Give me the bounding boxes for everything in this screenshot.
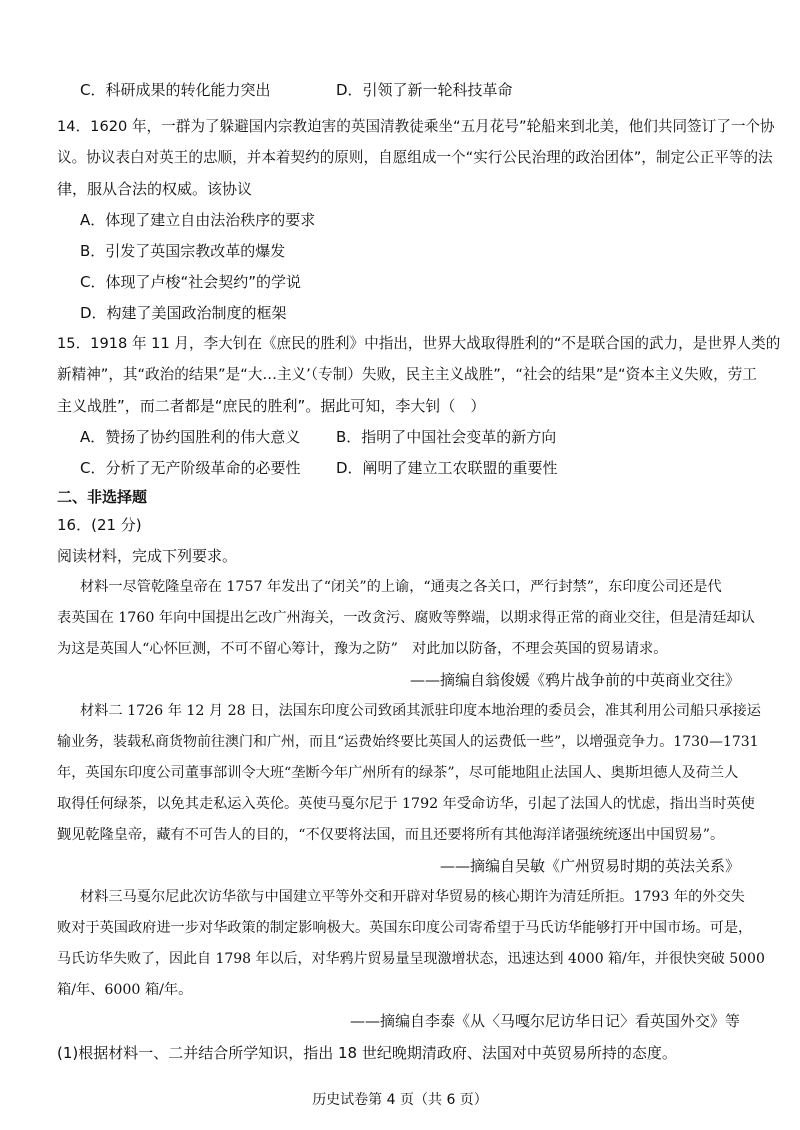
material1-line-1: 材料一尽管乾隆皇帝在 1757 年发出了“闭关”的上谕，“通夷之各关口，严行封禁”，东印度公司还是代 <box>80 579 722 595</box>
q13-option-d: D．引领了新一轮科技革命 <box>336 81 513 99</box>
question-1: (1)根据材料一、二并结合所学知识，指出 18 世纪晚期清政府、法国对中英贸易所持的态度。 <box>57 1044 677 1062</box>
q15-stem-line-3: 主义战胜”，而二者都是“庶民的胜利”。据此可知，李大钊（ ） <box>57 397 486 415</box>
material1-line-3: 为这是英国人“心怀叵测，不可不留心筹计，豫为之防” 对此加以防备，不理会英国的贸易请求。 <box>57 641 668 657</box>
material3-source: ——摘编自李泰《从〈马嘎尔尼访华日记〉看英国外交》等 <box>349 1012 740 1030</box>
q14-stem-line-3: 律，服从合法的权威。该协议 <box>57 180 253 198</box>
q15-option-b: B．指明了中国社会变革的新方向 <box>336 428 557 446</box>
q14-stem-line-2: 议。协议表白对英王的忠顺，并本着契约的原则，自愿组成一个“实行公民治理的政治团体”，制定公正平等的法 <box>57 149 773 166</box>
material3-line-2: 败对于英国政府进一步对华政策的制定影响极大。英国东印度公司寄希望于马氏访华能够打开中国市场。可是， <box>57 920 753 936</box>
q15-option-d: D．阐明了建立工农联盟的重要性 <box>336 459 558 477</box>
material3-line-3: 马氏访华失败了，因此自 1798 年以后，对华鸦片贸易量呈现激增状态，迅速达到 4000 箱/年，并很快突破 5000 <box>57 951 765 967</box>
q14-option-b: B．引发了英国宗教改革的爆发 <box>80 242 286 260</box>
material2-source: ——摘编自吴敏《广州贸易时期的英法关系》 <box>439 857 740 875</box>
q14-stem-line-1: 14．1620 年，一群为了躲避国内宗教迫害的英国清教徒乘坐“五月花号”轮船来到北美，他们共同签订了一个协 <box>57 118 775 135</box>
q15-stem-line-1: 15．1918 年 11 月，李大钊在《庶民的胜利》中指出，世界大战取得胜利的“不是联合国的武力，是世界人类的 <box>57 335 781 352</box>
q14-option-c: C．体现了卢梭“社会契约”的学说 <box>80 273 302 291</box>
material2-line-2: 输业务，装载私商货物前往澳门和广州，而且“运费始终要比英国人的运费低一些”，以增强竞争力。1730—1731 <box>57 734 759 750</box>
q14-option-a: A．体现了建立自由法治秩序的要求 <box>80 211 316 229</box>
q15-option-a: A．赞扬了协约国胜利的伟大意义 <box>80 428 301 446</box>
q14-option-d: D．构建了美国政治制度的框架 <box>80 304 287 322</box>
q15-option-c: C．分析了无产阶级革命的必要性 <box>80 459 301 477</box>
material3-line-1: 材料三马戛尔尼此次访华欲与中国建立平等外交和开辟对华贸易的核心期许为清廷所拒。1793 年的外交失 <box>80 889 745 905</box>
q16-instruction: 阅读材料，完成下列要求。 <box>57 547 238 565</box>
section-heading: 二、非选择题 <box>57 488 148 506</box>
q15-stem-line-2: 新精神”，其“政治的结果”是“大…主义’（专制）失败，民主主义战胜”，“社会的结果”是“资本主义失败，劳工 <box>57 366 757 383</box>
material1-line-2: 表英国在 1760 年向中国提出乞改广州海关，一改贪污、腐败等弊端，以期求得正常的商业交往，但是清廷却认 <box>57 610 755 626</box>
material3-line-4: 箱/年、6000 箱/年。 <box>57 982 193 998</box>
material2-line-4: 取得任何绿茶，以免其走私运入英伦。英使马戛尔尼于 1792 年受命访华，引起了法国人的忧虑，指出当时英使 <box>57 796 755 812</box>
material2-line-3: 年，英国东印度公司董事部训令大班“垄断今年广州所有的绿茶”，尽可能地阻止法国人、奥斯坦德人及荷兰人 <box>57 765 739 781</box>
page-footer: 历史试卷第 4 页（共 6 页） <box>312 1092 488 1108</box>
q16-label: 16．(21 分) <box>57 516 142 534</box>
q13-option-c: C．科研成果的转化能力突出 <box>80 81 271 99</box>
material2-line-1: 材料二 1726 年 12 月 28 日，法国东印度公司致函其派驻印度本地治理的委员会，准其利用公司船只承接运 <box>80 703 761 719</box>
material2-line-5: 觐见乾隆皇帝，藏有不可告人的目的，“不仅要将法国，而且还要将所有其他海洋诸强统统逐出中国贸易”。 <box>57 827 725 843</box>
material1-source: ——摘编自翁俊媛《鸦片战争前的中英商业交往》 <box>409 671 740 689</box>
